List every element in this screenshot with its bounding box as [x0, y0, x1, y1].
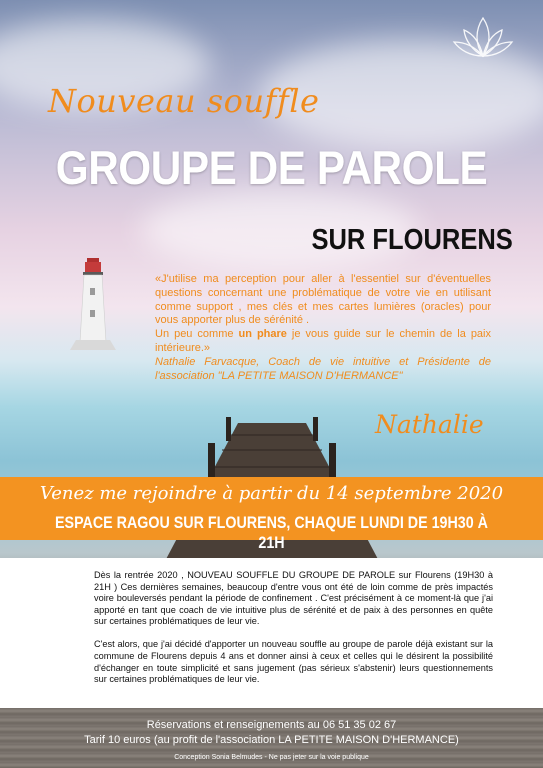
footer-reservations: Réservations et renseignements au 06 51 35 02 67	[146, 719, 397, 731]
subtitle: SUR FLOURENS	[311, 224, 513, 256]
band-date-line: Venez me rejoindre à partir du 14 septembre 2020	[39, 483, 504, 504]
body-paragraph-2: C'est alors, que j'ai décidé d'apporter un nouveau souffle au groupe de parole déjà existant sur la commune de Flourens depuis 4 ans et donner ainsi à ceux et celles qui le désirent la possibilité d'échanger en toute simplicité et sans jugement (pas sérieux s'abstenir) leurs questionnements sur certaines problématiques de leur vie.	[94, 639, 493, 685]
band-location-line: ESPACE RAGOU SUR FLOURENS, CHAQUE LUNDI DE 19H30 À 21H	[55, 513, 488, 552]
body-paragraph-1: Dès la rentrée 2020 , NOUVEAU SOUFFLE DU GROUPE DE PAROLE sur Flourens (19H30 à 21H ) Ces dernières semaines, beaucoup d'entre vous ont été de loin comme de près impactés voire bouleversés pendant la période de confinement . C'est précisément à ce moment-là que j'ai apporté en tant que coach de vie intuitive plus de sérénité et de paix à des personnes en quête sur certaines problématiques de leur vie.	[94, 570, 493, 627]
footer-credits: Conception Sonia Belmudes - Ne pas jeter sur la voie publique	[174, 754, 369, 761]
body-text	[94, 570, 493, 697]
signature: Nathalie	[375, 410, 484, 439]
quote-part2-after: je vous guide sur le chemin de la paix intérieure.»	[155, 328, 491, 354]
quote-part2-before: Un peu comme	[155, 328, 239, 341]
quote-attribution: Nathalie Farvacque, Coach de vie intuitive et Présidente de l'association "LA PETITE MAISON D'HERMANCE"	[155, 355, 491, 382]
quote-block	[155, 273, 491, 383]
quote-part1: «J'utilise ma perception pour aller à l'essentiel sur d'éventuelles questions concernant une problématique de votre vie en utilisant comme support , mes clés et mes cartes lumières (oracles) pour vous apporter plus de sérénité .	[155, 273, 491, 327]
lighthouse-icon	[70, 258, 116, 350]
script-title: Nouveau souffle	[48, 82, 320, 120]
footer-price: Tarif 10 euros (au profit de l'association LA PETITE MAISON D'HERMANCE)	[84, 734, 459, 746]
lotus-icon	[448, 6, 518, 76]
main-title: GROUPE DE PAROLE	[55, 141, 488, 194]
quote-highlight: un phare	[238, 328, 287, 341]
